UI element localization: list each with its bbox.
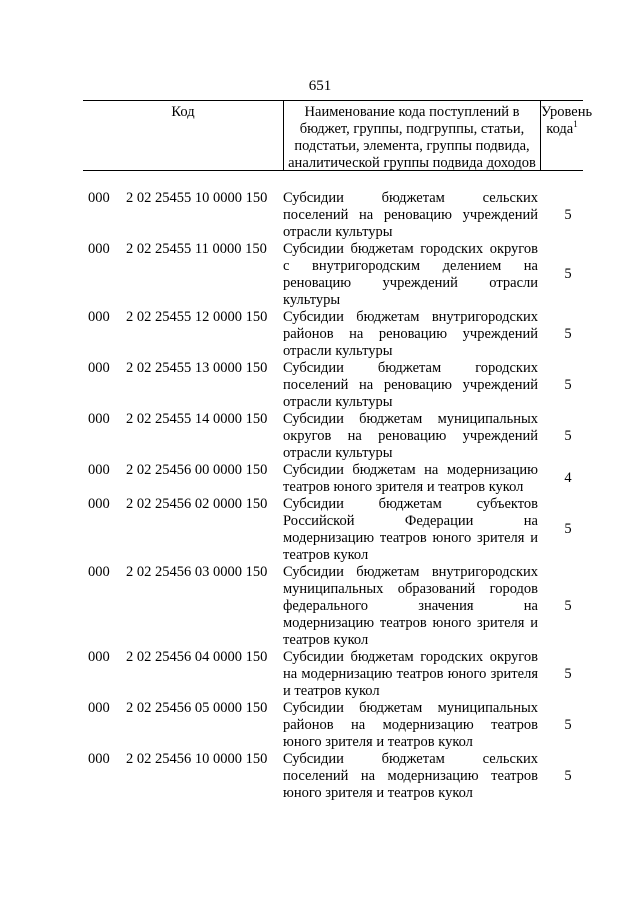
table-body [83,190,583,802]
admin-code: 000 [88,462,110,478]
level-value: 5 [564,326,572,342]
admin-code: 000 [88,751,110,767]
revenue-code: 2 02 25455 12 0000 150 [126,309,268,325]
table-row [83,751,583,802]
table-header [83,100,593,171]
level-value: 5 [564,598,572,614]
table-row [83,496,583,564]
revenue-code: 2 02 25455 14 0000 150 [126,411,268,427]
header-name: Наименование кода поступлений в бюджет, группы, подгруппы, статьи, подстатьи, элемента, группы подвида, аналитической группы подвида доходов [283,101,541,170]
revenue-name: Субсидии бюджетам сельских поселений на модернизацию театров юного зрителя и театров кукол [283,751,538,801]
admin-code: 000 [88,241,110,257]
table-row [83,564,583,649]
revenue-name: Субсидии бюджетам внутригородских муниципальных образований городов федерального значения на модернизацию театров юного зрителя и театров кукол [283,564,538,648]
table-row [83,700,583,751]
page-number: 651 [308,78,332,94]
level-value: 5 [564,768,572,784]
revenue-code: 2 02 25456 00 0000 150 [126,462,268,478]
revenue-code: 2 02 25455 10 0000 150 [126,190,268,206]
admin-code: 000 [88,309,110,325]
revenue-name: Субсидии бюджетам городских округов на модернизацию театров юного зрителя и театров кукол [283,649,538,699]
level-value: 5 [564,207,572,223]
revenue-name: Субсидии бюджетам субъектов Российской Федерации на модернизацию театров юного зрителя и театров кукол [283,496,538,563]
revenue-name: Субсидии бюджетам городских округов с внутригородским делением на реновацию учреждений отрасли культуры [283,241,538,308]
header-level-footnote: 1 [573,119,578,130]
header-level [541,101,593,170]
level-value: 4 [564,470,572,486]
admin-code: 000 [88,496,110,512]
level-value: 5 [564,521,572,537]
admin-code: 000 [88,360,110,376]
table-row [83,190,583,241]
admin-code: 000 [88,700,110,716]
header-code: Код [171,104,195,120]
admin-code: 000 [88,564,110,580]
admin-code: 000 [88,411,110,427]
table-row [83,241,583,309]
admin-code: 000 [88,649,110,665]
level-value: 5 [564,428,572,444]
revenue-code: 2 02 25455 13 0000 150 [126,360,268,376]
admin-code: 000 [88,190,110,206]
level-value: 5 [564,266,572,282]
table-row [83,360,583,411]
table-row [83,649,583,700]
level-value: 5 [564,717,572,733]
level-value: 5 [564,666,572,682]
revenue-code: 2 02 25455 11 0000 150 [126,241,267,257]
revenue-name: Субсидии бюджетам внутригородских районов на реновацию учреждений отрасли культуры [283,309,538,359]
revenue-code: 2 02 25456 03 0000 150 [126,564,268,580]
table-row [83,309,583,360]
revenue-name: Субсидии бюджетам городских поселений на реновацию учреждений отрасли культуры [283,360,538,410]
revenue-name: Субсидии бюджетам муниципальных районов на модернизацию театров юного зрителя и театров кукол [283,700,538,750]
revenue-name: Субсидии бюджетам муниципальных округов на реновацию учреждений отрасли культуры [283,411,538,461]
revenue-code: 2 02 25456 05 0000 150 [126,700,268,716]
revenue-code: 2 02 25456 02 0000 150 [126,496,268,512]
revenue-name: Субсидии бюджетам сельских поселений на реновацию учреждений отрасли культуры [283,190,538,240]
revenue-code: 2 02 25456 10 0000 150 [126,751,268,767]
table-row [83,411,583,462]
level-value: 5 [564,377,572,393]
revenue-name: Субсидии бюджетам на модернизацию театров юного зрителя и театров кукол [283,462,538,495]
revenue-code: 2 02 25456 04 0000 150 [126,649,268,665]
table-row [83,462,583,496]
header-level-label: Уровень кода [541,104,593,137]
